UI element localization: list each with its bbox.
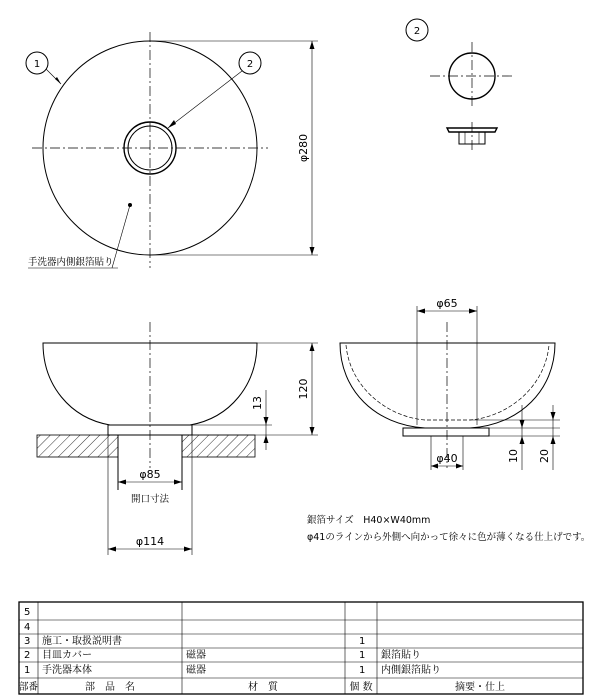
d85-arrow-left (118, 480, 126, 485)
d65-label: φ65 (436, 297, 458, 310)
opening-label: 開口寸法 (130, 494, 170, 505)
callout-1-label: 1 (33, 59, 41, 70)
row2-qty: 1 (359, 650, 366, 661)
h10-label: 10 (507, 449, 520, 463)
callout-1-arrow (55, 77, 61, 84)
d114-arrow-right (184, 547, 192, 552)
header-remark: 摘要・仕上 (455, 682, 505, 693)
h20-arrow-top (551, 412, 556, 420)
row2-material: 磁器 (186, 650, 206, 661)
counter-left-hatch (37, 435, 118, 457)
note-gradient: φ41のラインから外側へ向かって徐々に色が薄くなる仕上げです。 (307, 532, 591, 543)
callout-2-arrow (168, 120, 176, 128)
row3-qty: 1 (359, 636, 366, 647)
row4-no: 4 (24, 622, 31, 633)
d280-arrow-bottom (310, 247, 315, 255)
h10-arrow-top (520, 420, 525, 428)
h20-arrow-bottom (551, 436, 556, 444)
d114-label: φ114 (135, 535, 165, 548)
h120-arrow-top (310, 343, 315, 351)
foil-leader (112, 205, 130, 268)
front-elevation (37, 322, 318, 555)
bowl-section-outer (340, 343, 555, 428)
row1-no: 1 (24, 665, 31, 676)
row3-name: 施工・取扱説明書 (42, 636, 122, 647)
d280-label: φ280 (297, 133, 310, 163)
parts-table (19, 602, 583, 694)
d40-label: φ40 (436, 452, 458, 465)
d65-arrow-right (469, 309, 477, 314)
h120-label: 120 (297, 378, 310, 400)
d85-arrow-right (174, 480, 182, 485)
d65-arrow-left (417, 309, 425, 314)
row1-name: 手洗器本体 (42, 665, 92, 676)
header-qty: 個 数 (349, 682, 373, 693)
callout-2-leader (168, 71, 242, 128)
section-view (340, 297, 560, 470)
h13-arrow-bottom (264, 435, 269, 443)
d114-arrow-left (108, 547, 116, 552)
row1-qty: 1 (359, 665, 366, 676)
h20-label: 20 (538, 449, 551, 463)
row3-no: 3 (24, 636, 31, 647)
h13-arrow-top (264, 417, 269, 425)
d280-arrow-top (310, 41, 315, 49)
h13-label: 13 (251, 396, 264, 410)
row1-remark: 内側銀箔貼り (381, 665, 441, 676)
top-view (26, 32, 318, 268)
note-foil-size: 銀箔サイズ H40×W40mm (307, 515, 431, 526)
row2-name: 目皿カバー (42, 650, 92, 661)
row2-remark: 銀箔貼り (381, 650, 421, 661)
callout-2-label: 2 (246, 59, 254, 70)
section-foot (403, 428, 489, 436)
h10-arrow-bottom (520, 436, 525, 444)
header-no: 部番 (19, 682, 39, 693)
counter-right-hatch (182, 435, 255, 457)
bowl-section-inner (346, 345, 549, 420)
row1-material: 磁器 (186, 665, 206, 676)
h120-arrow-bottom (310, 427, 315, 435)
row5-no: 5 (24, 607, 31, 618)
inner-foil-label: 手洗器内側銀箔貼り (28, 257, 114, 268)
d85-label: φ85 (139, 468, 161, 481)
row2-no: 2 (24, 650, 31, 661)
header-material: 材 質 (248, 682, 278, 693)
detail-callout-label: 2 (413, 26, 421, 37)
header-name: 部 品 名 (85, 682, 135, 693)
drain-cover-detail (406, 19, 514, 150)
